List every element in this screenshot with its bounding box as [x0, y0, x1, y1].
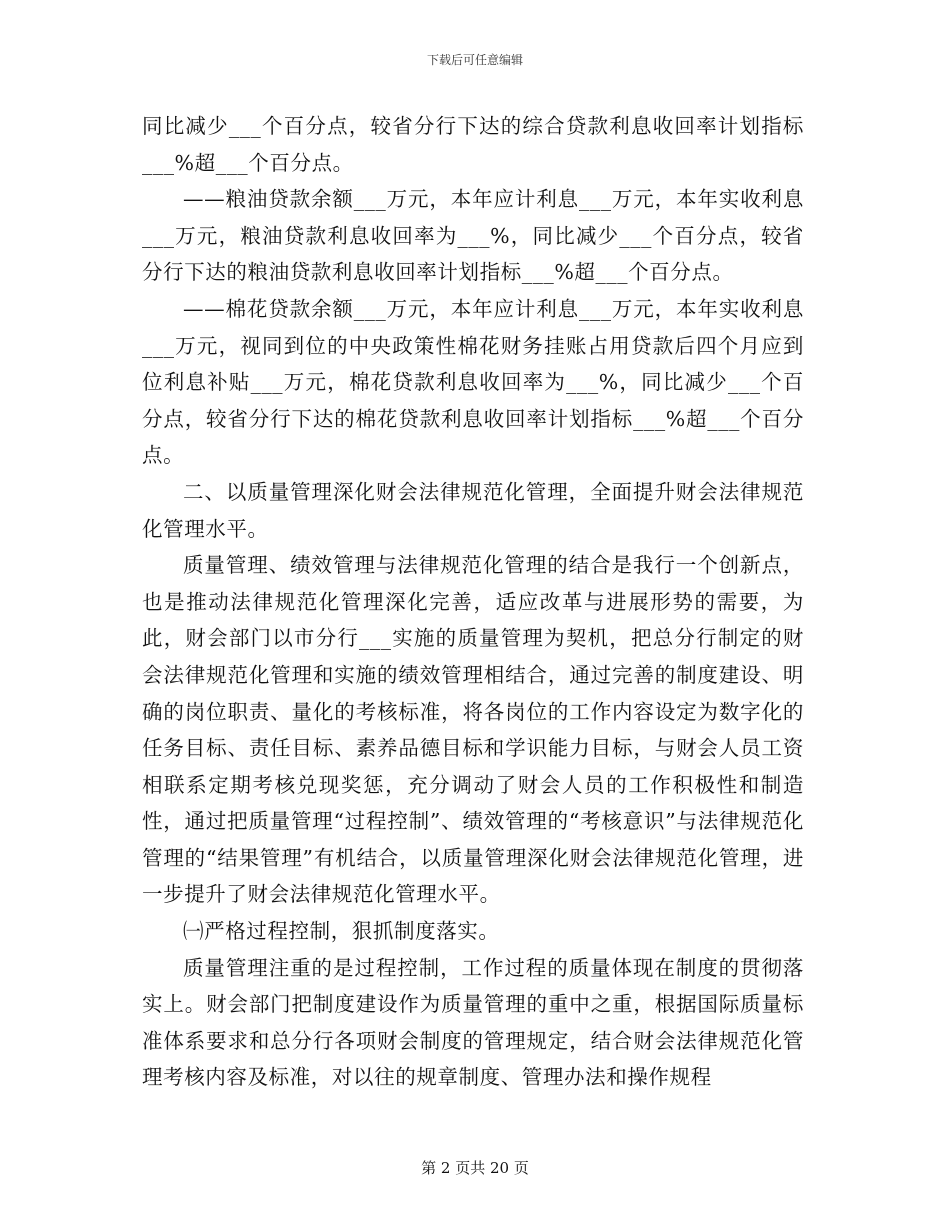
document-body [142, 108, 804, 1096]
page-header-note: 下载后可任意编辑 [426, 53, 523, 67]
paragraph-3: ——棉花贷款余额___万元，本年应计利息___万元，本年实收利息___万元，视同到位的中央政策性棉花财务挂账占用贷款后四个月应到位利息补贴___万元，棉花贷款利息收回率为___%，同比减少___个百分点，较省分行下达的棉花贷款利息收回率计划指标___%超___个百分点。 [142, 296, 804, 468]
paragraph-1: 同比减少___个百分点，较省分行下达的综合贷款利息收回率计划指标___%超___个百分点。 [142, 114, 804, 175]
paragraph-5: 质量管理注重的是过程控制，工作过程的质量体现在制度的贯彻落实上。财会部门把制度建设作为质量管理的重中之重，根据国际质量标准体系要求和总分行各项财会制度的管理规定，结合财会法律规范化管理考核内容及标准，对以往的规章制度、管理办法和操作规程 [142, 955, 804, 1090]
section-heading-2: 二、以质量管理深化财会法律规范化管理，全面提升财会法律规范化管理水平。 [142, 479, 804, 541]
paragraph-2: ——粮油贷款余额___万元，本年应计利息___万元，本年实收利息___万元，粮油贷款利息收回率为___%，同比减少___个百分点，较省分行下达的粮油贷款利息收回率计划指标___%超___个百分点。 [142, 187, 804, 285]
page-number: 第 2 页共 20 页 [421, 1159, 529, 1177]
paragraph-4: 质量管理、绩效管理与法律规范化管理的结合是我行一个创新点，也是推动法律规范化管理深化完善，适应改革与进展形势的需要，为此，财会部门以市分行___实施的质量管理为契机，把总分行制定的财会法律规范化管理和实施的绩效管理相结合，通过完善的制度建设、明确的岗位职责、量化的考核标准，将各岗位的工作内容设定为数字化的任务目标、责任目标、素养品德目标和学识能力目标，与财会人员工资相联系定期考核兑现奖惩，充分调动了财会人员的工作积极性和制造性，通过把质量管理“过程控制”、绩效管理的“考核意识”与法律规范化管理的“结果管理”有机结合，以质量管理深化财会法律规范化管理，进一步提升了财会法律规范化管理水平。 [142, 553, 804, 907]
subsection-heading-1: ㈠严格过程控制，狠抓制度落实。 [183, 919, 500, 944]
